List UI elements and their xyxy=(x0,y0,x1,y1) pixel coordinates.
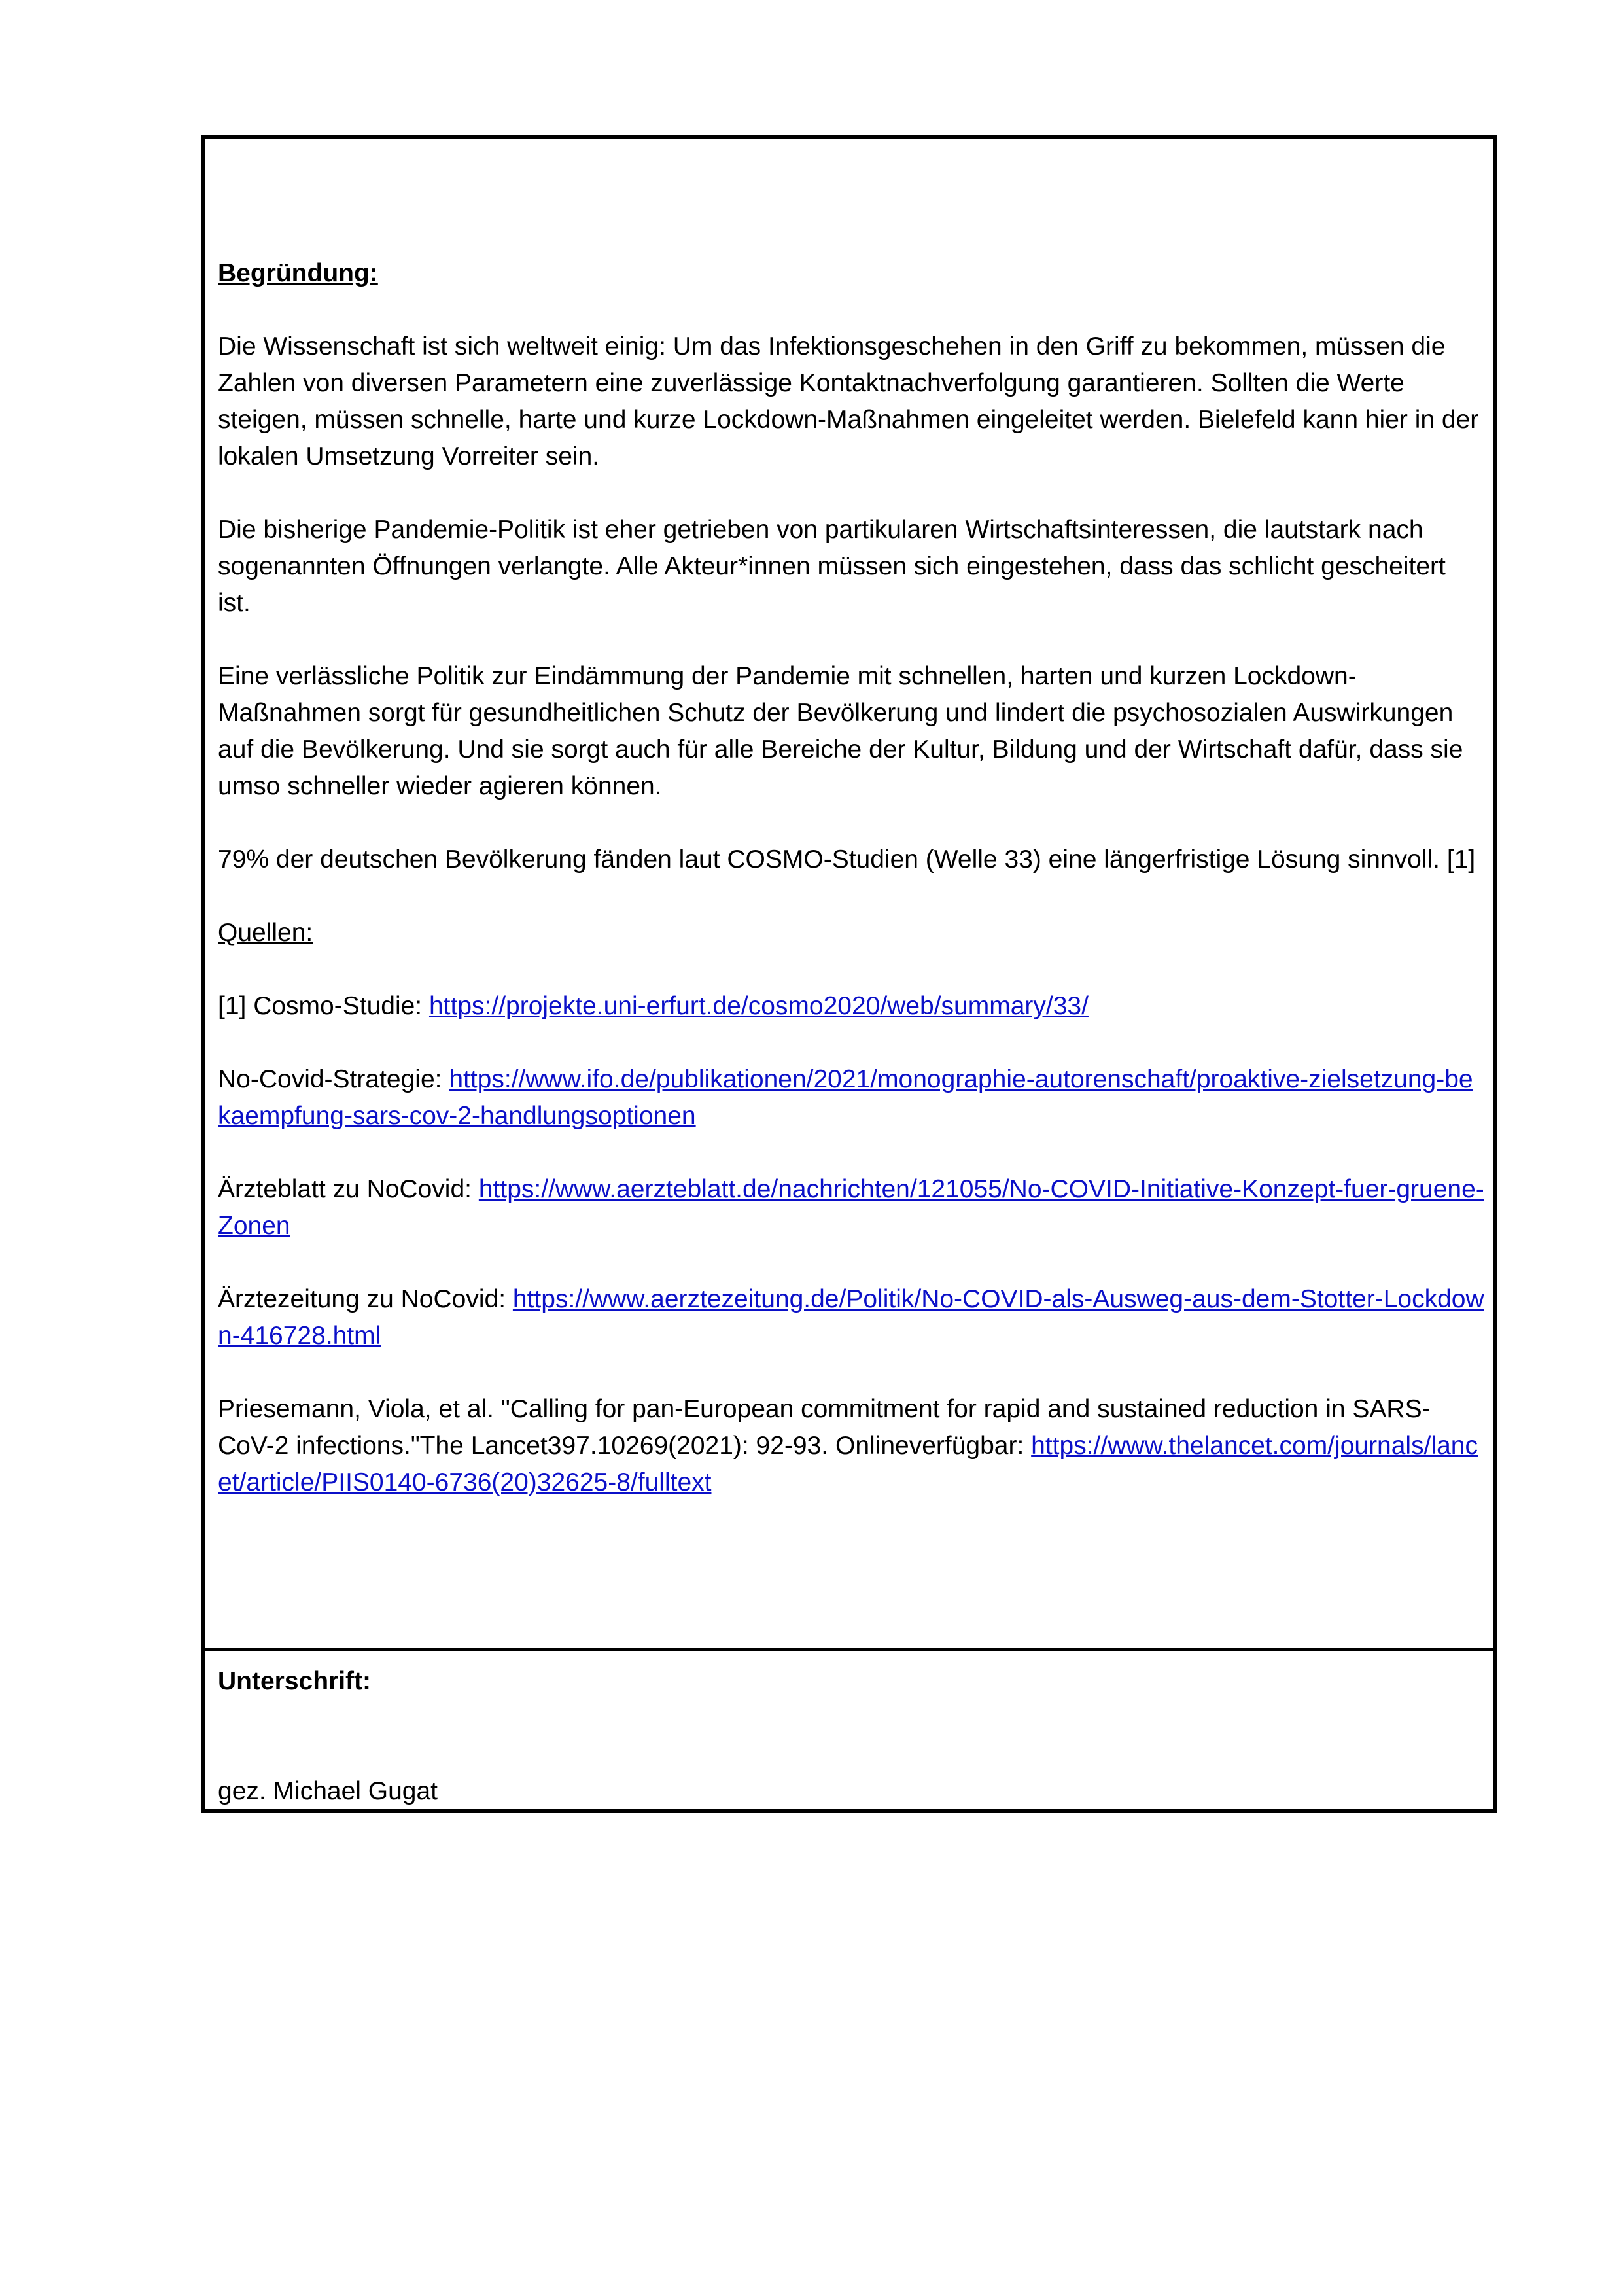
source-link-lancet[interactable]: https://www.thelancet.com/journals/lancet/article/PIIS0140-6736(20)32625-8/fulltext xyxy=(218,1432,1478,1496)
paragraph: Eine verlässliche Politik zur Eindämmung der Pandemie mit schnellen, harten und kurzen Lockdown-Maßnahmen sorgt für gesundheitlichen Schutz der Bevölkerung und lindert die psychosozialen Auswirkungen auf die Bevölkerung. Und sie sorgt auch für alle Bereiche der Kultur, Bildung und der Wirtschaft dafür, dass sie umso schneller wieder agieren können. xyxy=(218,662,1463,800)
document-frame xyxy=(201,135,1497,1813)
source-item xyxy=(218,1281,1484,1354)
source-link-aerzteblatt[interactable]: https://www.aerzteblatt.de/nachrichten/121055/No-COVID-Initiative-Konzept-fuer-gruene-Zonen xyxy=(218,1175,1484,1240)
source-label: Priesemann, Viola, et al. "Calling for pan-European commitment for rapid and sustained reduction in SARS-CoV-2 infections."The Lancet397.10269(2021): 92-93. Onlineverfügbar: xyxy=(218,1395,1431,1460)
paragraph: 79% der deutschen Bevölkerung fänden laut COSMO-Studien (Welle 33) eine längerfristige Lösung sinnvoll. [1] xyxy=(218,845,1476,874)
source-label: [1] Cosmo-Studie: xyxy=(218,992,429,1020)
source-link-ifo[interactable]: https://www.ifo.de/publikationen/2021/monographie-autorenschaft/proaktive-zielsetzung-bekaempfung-sars-cov-2-handlungsoptionen xyxy=(218,1065,1473,1130)
source-link-cosmo[interactable]: https://projekte.uni-erfurt.de/cosmo2020/web/summary/33/ xyxy=(428,992,1089,1020)
source-link-aerztezeitung[interactable]: https://www.aerztezeitung.de/Politik/No-COVID-als-Ausweg-aus-dem-Stotter-Lockdown-416728.html xyxy=(218,1285,1484,1350)
source-item xyxy=(218,1391,1484,1501)
source-item xyxy=(218,1061,1484,1135)
paragraph: Die bisherige Pandemie-Politik ist eher getrieben von partikularen Wirtschaftsinteressen, die lautstark nach sogenannten Öffnungen verlangte. Alle Akteur*innen müssen sich eingestehen, dass das schlicht gescheitert ist. xyxy=(218,516,1446,617)
source-item xyxy=(218,1171,1484,1245)
paragraph: Die Wissenschaft ist sich weltweit einig: Um das Infektionsgeschehen in den Griff zu bekommen, müssen die Zahlen von diversen Parametern eine zuverlässige Kontaktnachverfolgung garantieren. Sollten die Werte steigen, müssen schnelle, harte und kurze Lockdown-Maßnahmen eingeleitet werden. Bielefeld kann hier in der lokalen Umsetzung Vorreiter sein. xyxy=(218,332,1479,470)
justification-heading: Begründung: xyxy=(218,259,378,287)
source-label: Ärzteblatt zu NoCovid: xyxy=(218,1175,479,1203)
signature-section xyxy=(205,1651,1493,1809)
sources-heading: Quellen: xyxy=(218,919,313,947)
justification-section xyxy=(205,139,1493,1651)
source-label: Ärztezeitung zu NoCovid: xyxy=(218,1285,513,1313)
source-label: No-Covid-Strategie: xyxy=(218,1065,449,1093)
signature-label: Unterschrift: xyxy=(218,1667,372,1695)
source-item xyxy=(218,988,1484,1025)
signature-name: gez. Michael Gugat xyxy=(218,1777,438,1805)
justification-content xyxy=(218,255,1484,1538)
